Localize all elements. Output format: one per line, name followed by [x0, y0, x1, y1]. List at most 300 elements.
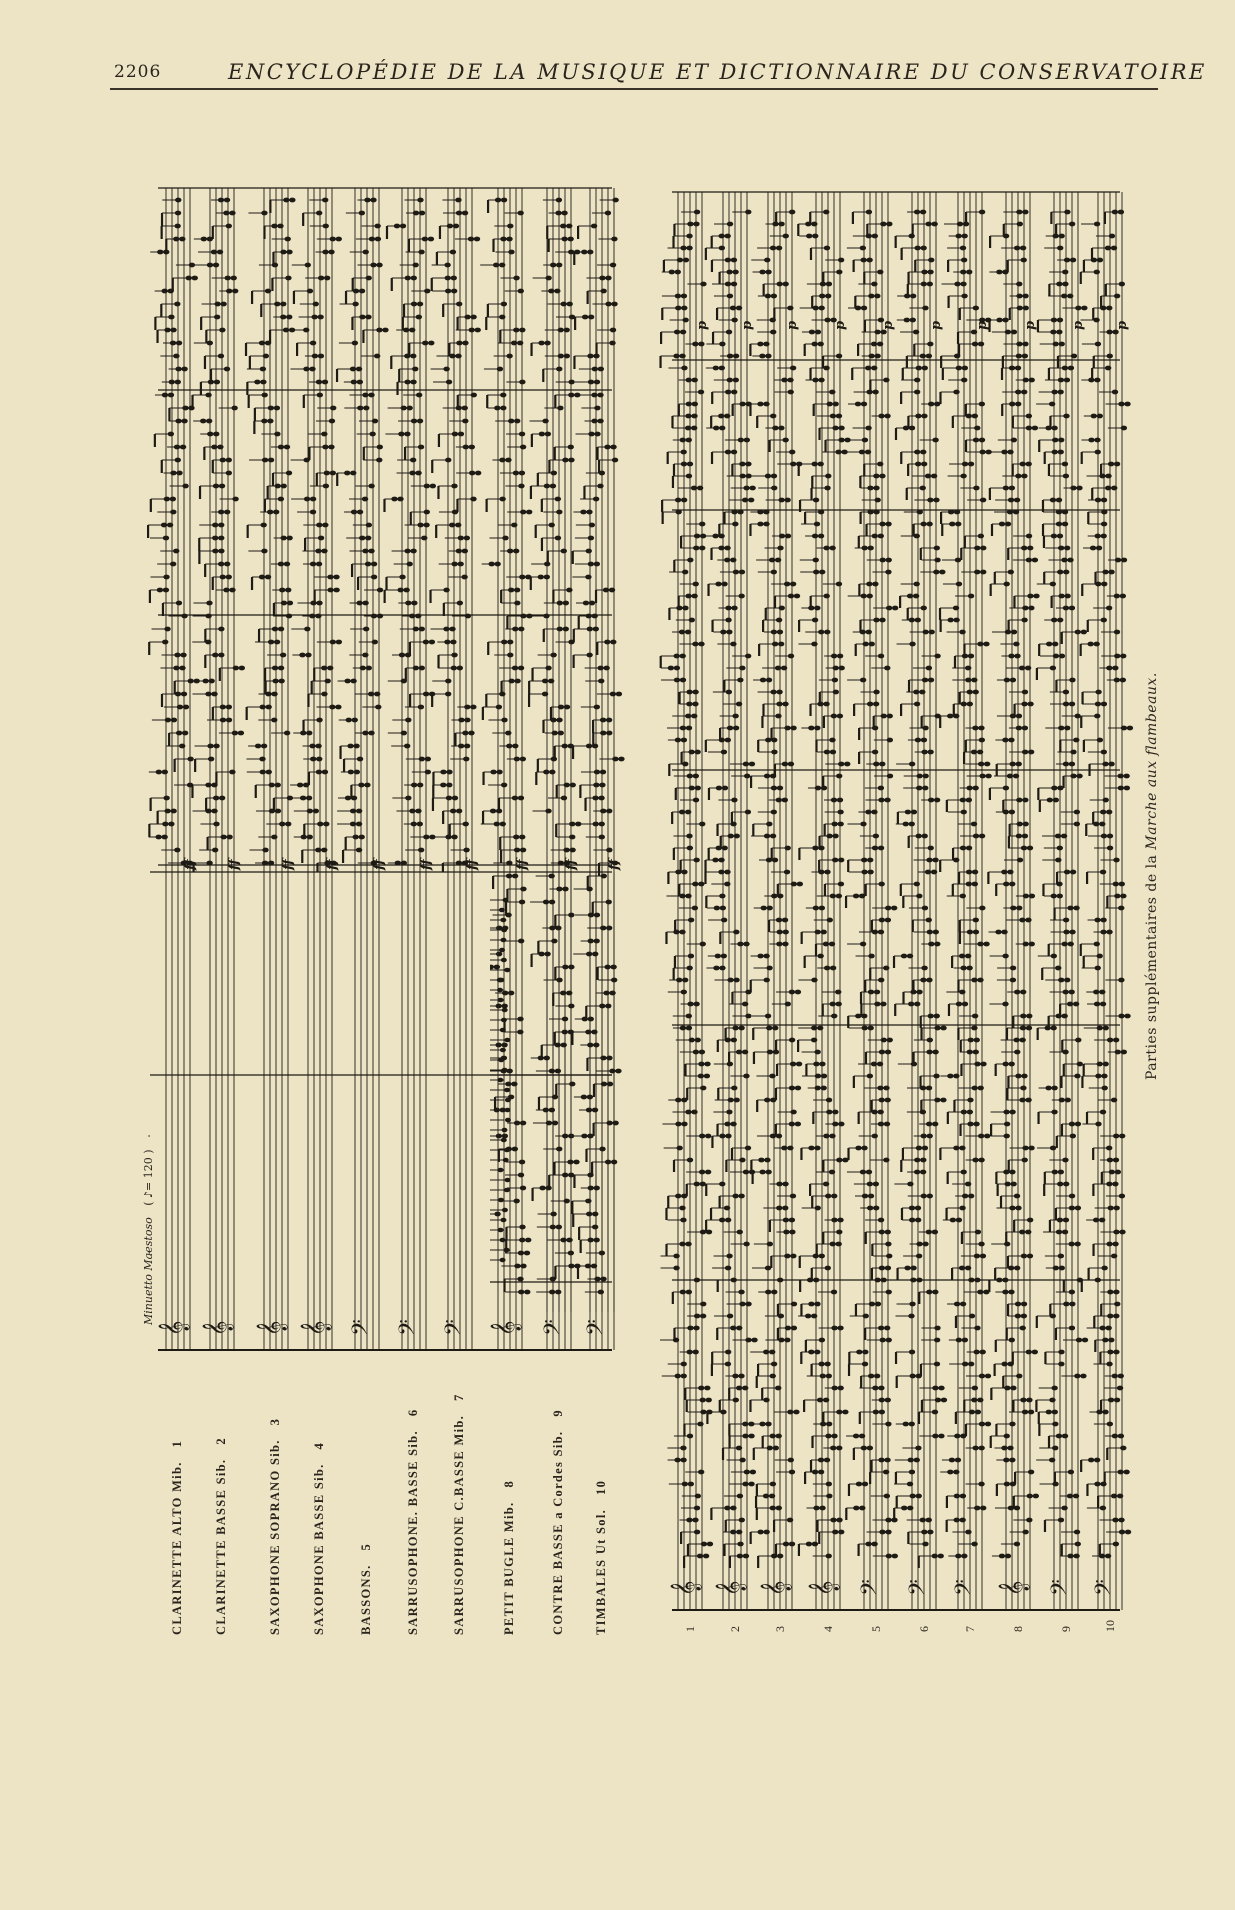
notehead: [500, 822, 506, 827]
notehead: [238, 731, 244, 736]
notehead: [502, 1134, 508, 1139]
notehead: [171, 718, 177, 723]
notehead: [612, 1121, 618, 1126]
notehead: [181, 692, 187, 697]
notehead: [776, 1134, 782, 1139]
notehead: [693, 1326, 699, 1331]
notehead: [231, 276, 237, 281]
dynamic-marking: ff: [372, 859, 387, 870]
notehead: [926, 1518, 932, 1523]
notehead: [784, 1338, 790, 1343]
notehead: [922, 786, 928, 791]
notehead: [333, 575, 339, 580]
clef: 𝄞: [159, 1320, 189, 1336]
notehead: [462, 406, 468, 411]
notehead: [417, 419, 423, 424]
notehead: [309, 367, 315, 372]
notehead: [883, 1086, 889, 1091]
notehead: [939, 570, 945, 575]
notehead: [772, 1026, 778, 1031]
notehead: [213, 744, 219, 749]
clef: 𝄞: [257, 1320, 287, 1336]
notehead: [410, 549, 416, 554]
notehead: [335, 705, 341, 710]
notehead: [978, 342, 984, 347]
notehead: [505, 1098, 511, 1103]
notehead: [744, 438, 750, 443]
notehead: [879, 474, 885, 479]
notehead: [594, 562, 600, 567]
notehead: [819, 1254, 825, 1259]
notehead: [983, 642, 989, 647]
notehead: [724, 870, 730, 875]
notehead: [403, 588, 409, 593]
notehead: [927, 1194, 933, 1199]
notehead: [505, 1108, 511, 1113]
notehead: [525, 1238, 531, 1243]
notehead: [168, 822, 174, 827]
notehead: [563, 328, 569, 333]
notehead: [504, 1038, 510, 1043]
clef: 𝄢: [857, 1579, 887, 1596]
notehead: [914, 1002, 920, 1007]
dynamic-marking: ff: [183, 859, 198, 870]
notehead: [683, 258, 689, 263]
notehead: [680, 654, 686, 659]
notehead: [784, 498, 790, 503]
notehead: [838, 858, 844, 863]
notehead: [932, 858, 938, 863]
notehead: [563, 601, 569, 606]
notehead: [239, 666, 245, 671]
notehead: [455, 523, 461, 528]
notehead: [748, 1482, 754, 1487]
notehead: [685, 1242, 691, 1247]
notehead: [517, 341, 523, 346]
notehead: [599, 783, 605, 788]
notehead: [504, 1248, 510, 1253]
notehead: [404, 432, 410, 437]
clef: 𝄞: [203, 1320, 233, 1336]
notehead: [885, 1050, 891, 1055]
dynamic-marking: ff: [227, 859, 242, 870]
notehead: [519, 835, 525, 840]
notehead: [750, 1470, 756, 1475]
notehead: [770, 774, 776, 779]
notehead: [707, 1542, 713, 1547]
notehead: [451, 289, 457, 294]
clef: 𝄞: [301, 1320, 331, 1336]
notehead: [938, 1554, 944, 1559]
notehead: [778, 642, 784, 647]
notehead: [573, 1160, 579, 1165]
notehead: [591, 1030, 597, 1035]
notehead: [931, 474, 937, 479]
clef: 𝄞: [716, 1580, 746, 1596]
notehead: [564, 354, 570, 359]
notehead: [520, 848, 526, 853]
notehead: [782, 702, 788, 707]
notehead: [927, 1530, 933, 1535]
notehead: [795, 990, 801, 995]
notehead: [884, 1326, 890, 1331]
notehead: [873, 702, 879, 707]
notehead: [773, 1050, 779, 1055]
notehead: [826, 1374, 832, 1379]
notehead: [593, 627, 599, 632]
notehead: [419, 627, 425, 632]
notehead: [594, 380, 600, 385]
notehead: [782, 1206, 788, 1211]
notehead: [704, 1062, 710, 1067]
notehead: [518, 666, 524, 671]
notehead: [790, 1254, 796, 1259]
notehead: [817, 462, 823, 467]
notehead: [425, 757, 431, 762]
notehead: [499, 263, 505, 268]
notehead: [336, 640, 342, 645]
notehead: [274, 406, 280, 411]
notehead: [464, 536, 470, 541]
notehead: [603, 666, 609, 671]
notehead: [790, 582, 796, 587]
notehead: [699, 1050, 705, 1055]
notehead: [885, 1230, 891, 1235]
notehead: [916, 1374, 922, 1379]
notehead: [705, 1134, 711, 1139]
dynamic-marking: ff: [607, 859, 622, 870]
dynamic-marking: p: [833, 320, 848, 330]
notehead: [877, 342, 883, 347]
notehead: [356, 809, 362, 814]
notehead: [844, 762, 850, 767]
dynamic-marking: p: [881, 320, 896, 330]
notehead: [519, 471, 525, 476]
notehead: [886, 222, 892, 227]
clef: 𝄢: [583, 1319, 613, 1336]
dynamic-marking: p: [785, 320, 800, 330]
notehead: [831, 1194, 837, 1199]
notehead: [875, 1302, 881, 1307]
notehead: [211, 809, 217, 814]
notehead: [316, 601, 322, 606]
notehead: [475, 328, 481, 333]
notehead: [429, 640, 435, 645]
notehead: [519, 328, 525, 333]
notehead: [376, 263, 382, 268]
notehead: [192, 276, 198, 281]
notehead: [691, 414, 697, 419]
notehead: [776, 1506, 782, 1511]
notehead: [520, 1264, 526, 1269]
notehead: [681, 1122, 687, 1127]
notehead: [514, 419, 520, 424]
notehead: [268, 458, 274, 463]
notehead: [336, 237, 342, 242]
notehead: [686, 726, 692, 731]
notehead: [797, 882, 803, 887]
notehead: [167, 523, 173, 528]
notehead: [922, 366, 928, 371]
notehead: [566, 1238, 572, 1243]
notehead: [555, 1290, 561, 1295]
notehead: [821, 1074, 827, 1079]
notehead: [266, 770, 272, 775]
notehead: [356, 822, 362, 827]
notehead: [749, 762, 755, 767]
notehead: [878, 534, 884, 539]
notehead: [410, 354, 416, 359]
notehead: [731, 390, 737, 395]
notehead: [794, 594, 800, 599]
notehead: [693, 774, 699, 779]
notehead: [218, 536, 224, 541]
notehead: [274, 640, 280, 645]
notehead: [430, 484, 436, 489]
notehead: [884, 798, 890, 803]
notehead: [313, 809, 319, 814]
notehead: [963, 222, 969, 227]
notehead: [593, 354, 599, 359]
notehead: [183, 705, 189, 710]
dynamic-marking: p: [929, 320, 944, 330]
clef: 𝄢: [540, 1319, 570, 1336]
notehead: [321, 848, 327, 853]
notehead: [867, 870, 873, 875]
notehead: [938, 1434, 944, 1439]
notehead: [886, 558, 892, 563]
notehead: [365, 536, 371, 541]
notehead: [769, 1350, 775, 1355]
notehead: [920, 1158, 926, 1163]
notehead: [731, 450, 737, 455]
notehead: [928, 678, 934, 683]
notehead: [920, 246, 926, 251]
notehead: [611, 302, 617, 307]
notehead: [512, 874, 518, 879]
notehead: [275, 783, 281, 788]
notehead: [878, 930, 884, 935]
notehead: [681, 498, 687, 503]
notehead: [706, 1398, 712, 1403]
notehead: [566, 224, 572, 229]
notehead: [375, 237, 381, 242]
notehead: [867, 594, 873, 599]
notehead: [457, 666, 463, 671]
notehead: [972, 414, 978, 419]
notehead: [220, 302, 226, 307]
notehead: [751, 1338, 757, 1343]
notehead: [795, 1086, 801, 1091]
notehead: [317, 315, 323, 320]
notehead: [457, 562, 463, 567]
notehead: [820, 930, 826, 935]
notehead: [451, 835, 457, 840]
notehead: [749, 486, 755, 491]
notehead: [940, 1098, 946, 1103]
notehead: [328, 445, 334, 450]
notehead: [686, 246, 692, 251]
page-number: 2206: [114, 62, 162, 82]
notehead: [568, 458, 574, 463]
notehead: [931, 222, 937, 227]
notehead: [836, 1518, 842, 1523]
notehead: [823, 1398, 829, 1403]
notehead: [867, 858, 873, 863]
notehead: [449, 627, 455, 632]
notehead: [563, 627, 569, 632]
notehead: [835, 1242, 841, 1247]
notehead: [371, 562, 377, 567]
notehead: [704, 1386, 710, 1391]
notehead: [914, 1458, 920, 1463]
notehead: [730, 1506, 736, 1511]
notehead: [415, 471, 421, 476]
notehead: [920, 450, 926, 455]
notehead: [569, 848, 575, 853]
notehead: [892, 1554, 898, 1559]
notehead: [819, 570, 825, 575]
notehead: [790, 726, 796, 731]
notehead: [877, 1110, 883, 1115]
notehead: [836, 894, 842, 899]
notehead: [789, 1218, 795, 1223]
notehead: [213, 263, 219, 268]
dynamic-marking: ff: [281, 859, 296, 870]
notehead: [423, 523, 429, 528]
notehead: [795, 1122, 801, 1127]
notehead: [606, 1056, 612, 1061]
notehead: [224, 562, 230, 567]
notehead: [733, 978, 739, 983]
notehead: [179, 666, 185, 671]
notehead: [885, 1530, 891, 1535]
notehead: [226, 835, 232, 840]
notehead: [278, 627, 284, 632]
clef: 𝄢: [905, 1579, 935, 1596]
notehead: [680, 330, 686, 335]
notehead: [685, 894, 691, 899]
notehead: [926, 1086, 932, 1091]
notehead: [324, 276, 330, 281]
notehead: [980, 546, 986, 551]
notehead: [598, 367, 604, 372]
notehead: [885, 522, 891, 527]
notehead: [838, 1530, 844, 1535]
notehead: [170, 497, 176, 502]
notehead: [322, 523, 328, 528]
clef: 𝄞: [491, 1320, 521, 1336]
clef: 𝄢: [441, 1319, 471, 1336]
notehead: [452, 796, 458, 801]
notehead: [474, 237, 480, 242]
notehead: [280, 302, 286, 307]
notehead: [265, 705, 271, 710]
notehead: [922, 1146, 928, 1151]
notehead: [599, 822, 605, 827]
notehead: [818, 846, 824, 851]
notehead: [592, 952, 598, 957]
notehead: [892, 606, 898, 611]
notehead: [922, 774, 928, 779]
notehead: [382, 328, 388, 333]
notehead: [555, 1069, 561, 1074]
notehead: [411, 276, 417, 281]
notehead: [879, 1410, 885, 1415]
notehead: [505, 1118, 511, 1123]
dynamic-marking: ff: [564, 859, 579, 870]
notehead: [872, 390, 878, 395]
clef: 𝄞: [671, 1580, 701, 1596]
running-title: ENCYCLOPÉDIE DE LA MUSIQUE ET DICTIONNAIRE DU CONSERVATOIRE: [228, 60, 1207, 84]
notehead: [217, 250, 223, 255]
notehead: [428, 237, 434, 242]
notehead: [505, 1178, 511, 1183]
notehead: [745, 1302, 751, 1307]
notehead: [219, 484, 225, 489]
notehead: [878, 1386, 884, 1391]
notehead: [597, 393, 603, 398]
notehead: [968, 462, 974, 467]
notehead: [524, 1290, 530, 1295]
notehead: [725, 738, 731, 743]
notehead: [873, 1182, 879, 1187]
notehead: [818, 306, 824, 311]
notehead: [504, 1188, 510, 1193]
notehead: [865, 450, 871, 455]
notehead: [832, 402, 838, 407]
notehead: [548, 679, 554, 684]
notehead: [842, 1410, 848, 1415]
notehead: [695, 1038, 701, 1043]
notehead: [940, 1026, 946, 1031]
clef: 𝄢: [395, 1319, 425, 1336]
notehead: [733, 1098, 739, 1103]
notehead: [561, 1043, 567, 1048]
notehead: [738, 1194, 744, 1199]
notehead: [705, 1170, 711, 1175]
notehead: [567, 237, 573, 242]
notehead: [962, 366, 968, 371]
notehead: [188, 406, 194, 411]
notehead: [285, 822, 291, 827]
notehead: [550, 484, 556, 489]
notehead: [824, 630, 830, 635]
notehead: [880, 1002, 886, 1007]
notehead: [451, 276, 457, 281]
notehead: [872, 234, 878, 239]
notehead: [771, 474, 777, 479]
notehead: [606, 926, 612, 931]
notehead: [691, 1110, 697, 1115]
notehead: [777, 786, 783, 791]
notehead: [703, 1554, 709, 1559]
clef: 𝄞: [761, 1580, 791, 1596]
notehead: [211, 783, 217, 788]
notehead: [700, 534, 706, 539]
notehead: [837, 1326, 843, 1331]
notehead: [817, 1026, 823, 1031]
dynamic-marking: ff: [465, 859, 480, 870]
notehead: [731, 258, 737, 263]
notehead: [770, 834, 776, 839]
notehead: [868, 1026, 874, 1031]
dynamic-marking: ff: [419, 859, 434, 870]
notehead: [462, 211, 468, 216]
notehead: [941, 1398, 947, 1403]
notehead: [679, 354, 685, 359]
notehead: [831, 1434, 837, 1439]
